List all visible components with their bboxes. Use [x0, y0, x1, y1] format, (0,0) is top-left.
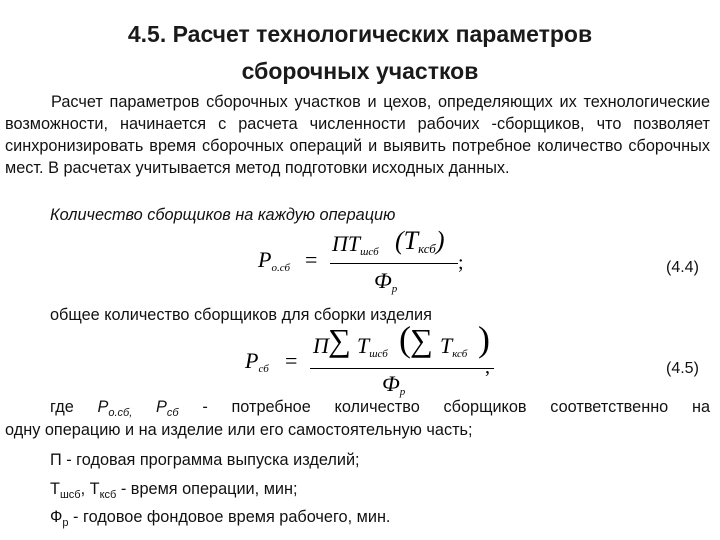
formula2-numerator-p: П: [313, 333, 329, 358]
where-var1: $P_{о.сб,}$: [97, 398, 133, 419]
formula2-comma: ,: [485, 356, 490, 378]
definition-fund-time: $Ф_р$ - годовое фондовое время рабочего, мин.: [50, 508, 391, 529]
formula1-denominator: $Ф_р$: [374, 268, 398, 295]
definition-operation-time: $Т_{шсб}$, $Т_{ксб}$ - время операции, мин;: [50, 480, 298, 501]
definition-program: П - годовая программа выпуска изделий;: [50, 451, 360, 469]
formula1-numerator-b: $(T_{ксб})$: [395, 226, 445, 256]
formula1-number: (4.4): [666, 259, 699, 276]
formula1-lhs: $P_{о.сб}$: [258, 247, 290, 274]
intro-paragraph: [5, 91, 710, 179]
formula1-semicolon: ;: [458, 252, 464, 274]
formula2-t1: $T_{шсб}$: [357, 333, 388, 360]
formula2-close-paren: ): [478, 319, 490, 359]
formula2-number: (4.5): [666, 360, 699, 377]
formula2-fraction-bar: [310, 368, 494, 369]
formula2-open-paren: (: [399, 319, 411, 359]
where-line2: одну операцию и на изделие или его самостоятельную часть;: [5, 421, 473, 439]
formula2-sum2: ∑: [410, 322, 433, 358]
formula1-fraction-bar: [330, 263, 458, 264]
slide-title-line1: 4.5. Расчет технологических параметров: [127, 21, 593, 47]
formula2-sum1: ∑: [328, 322, 351, 358]
slide-title-line2: сборочных участков: [241, 58, 479, 84]
per-operation-label: Количество сборщиков на каждую операцию: [50, 206, 396, 224]
formula1-numerator-a: $ПT_{шсб}$: [332, 231, 379, 258]
formula1-lhs-sub: о.сб: [271, 262, 290, 274]
intro-text: Расчет параметров сборочных участков и цехов, определяющих их технологические возможности, начинается с расчета численности рабочих -сборщиков, что позволяет синхронизировать время сборочных операций и выявить потребное количество сборочных мест. В расчетах учитывается метод подготовки исходных данных.: [5, 93, 710, 177]
formula2-equals: =: [285, 348, 298, 373]
formula1-equals: =: [305, 247, 318, 272]
where-line1: где $P_{о.сб,}$ $P_{сб}$ - потребное количество сборщиков соответственно на: [50, 398, 711, 419]
formula2-denominator: $Ф_р$: [382, 371, 406, 398]
formula2-lhs: $P_{сб}$: [245, 348, 269, 375]
formula2-t2: $T_{ксб}$: [440, 333, 468, 360]
total-label: общее количество сборщиков для сборки изделия: [50, 306, 432, 324]
where-var2: $P_{сб}$: [156, 398, 179, 419]
